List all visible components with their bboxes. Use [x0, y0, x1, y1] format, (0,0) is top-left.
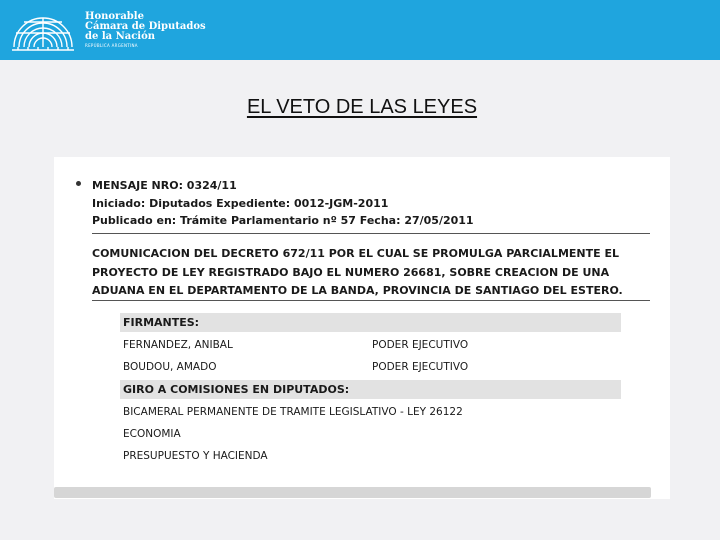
- logo-line-2: Cámara de Diputados: [85, 21, 206, 32]
- document-meta: [92, 177, 474, 230]
- horizontal-scrollbar[interactable]: [54, 487, 651, 498]
- document-screenshot: [54, 157, 670, 499]
- document-summary: COMUNICACION DEL DECRETO 672/11 POR EL CUAL SE PROMULGA PARCIALMENTE EL PROYECTO DE LEY REGISTRADO BAJO EL NUMERO 26681, SOBRE CREACION DE UNA ADUANA EN EL DEPARTAMENTO DE LA BANDA, PROVINCIA DE SANTIAGO DEL ESTERO.: [92, 247, 623, 297]
- published-line: Publicado en: Trámite Parlamentario nº 57 Fecha: 27/05/2011: [92, 214, 474, 227]
- logo-wordmark: [85, 12, 206, 49]
- signer-role: PODER EJECUTIVO: [372, 361, 469, 373]
- congress-dome-logo-icon: [10, 7, 76, 53]
- initiated-line: Iniciado: Diputados Expediente: 0012-JGM-2011: [92, 196, 389, 210]
- message-number: MENSAJE NRO: 0324/11: [92, 179, 237, 192]
- logo-line-3: de la Nación: [85, 31, 156, 42]
- signer-name: BOUDOU, AMADO: [123, 361, 217, 373]
- header-band: [0, 0, 720, 60]
- divider: [92, 300, 650, 301]
- signers-heading: FIRMANTES:: [120, 313, 621, 332]
- logo-line-1: Honorable: [85, 11, 144, 22]
- committee-item: BICAMERAL PERMANENTE DE TRAMITE LEGISLATIVO - LEY 26122: [123, 406, 463, 418]
- signer-name: FERNANDEZ, ANIBAL: [123, 339, 233, 351]
- committee-item: PRESUPUESTO Y HACIENDA: [123, 450, 268, 462]
- committee-item: ECONOMIA: [123, 428, 181, 440]
- committees-heading: GIRO A COMISIONES EN DIPUTADOS:: [120, 380, 621, 399]
- bullet-icon: [76, 181, 81, 186]
- logo-subtitle: REPÚBLICA ARGENTINA: [85, 43, 138, 48]
- slide-title: EL VETO DE LAS LEYES: [246, 96, 478, 118]
- divider: [92, 233, 650, 234]
- signer-role: PODER EJECUTIVO: [372, 339, 469, 351]
